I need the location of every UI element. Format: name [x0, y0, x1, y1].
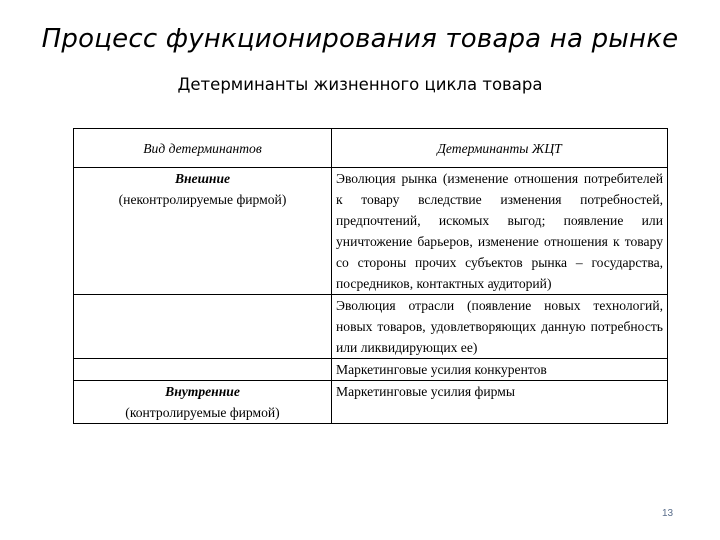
slide-title: Процесс функционирования товара на рынке — [41, 24, 679, 54]
external-type-name: Внешние — [174, 171, 231, 186]
table-row — [74, 168, 668, 295]
external-type-cell — [74, 168, 332, 295]
competitor-efforts-cell: Маркетинговые усилия конкурентов — [332, 359, 668, 381]
page-number: 13 — [662, 508, 674, 519]
internal-type-note: (контролируемые фирмой) — [125, 405, 280, 420]
external-type-cell-cont — [74, 295, 332, 359]
determinants-table — [73, 128, 668, 424]
external-type-note: (неконтролируемые фирмой) — [118, 192, 287, 207]
table-row — [74, 359, 668, 381]
header-determinant-type: Вид детерминантов — [74, 129, 332, 168]
external-type-cell-cont — [74, 359, 332, 381]
header-determinants-plc: Детерминанты ЖЦТ — [332, 129, 668, 168]
market-evolution-cell: Эволюция рынка (изменение отношения потребителей к товару вследствие изменения потребностей, предпочтений, искомых выгод; появление или уничтожение барьеров, изменение отношения к товару со стороны прочих субъектов рынка – государства, посредников, контактных аудиторий) — [332, 168, 668, 295]
internal-type-name: Внутренние — [165, 384, 240, 399]
table-header-row — [74, 129, 668, 168]
table-row — [74, 295, 668, 359]
table-row — [74, 381, 668, 424]
slide-subtitle: Детерминанты жизненного цикла товара — [177, 75, 543, 94]
internal-type-cell — [74, 381, 332, 424]
firm-efforts-cell: Маркетинговые усилия фирмы — [332, 381, 668, 424]
industry-evolution-cell: Эволюция отрасли (появление новых технологий, новых товаров, удовлетворяющих данную потребность или ликвидирующих ее) — [332, 295, 668, 359]
